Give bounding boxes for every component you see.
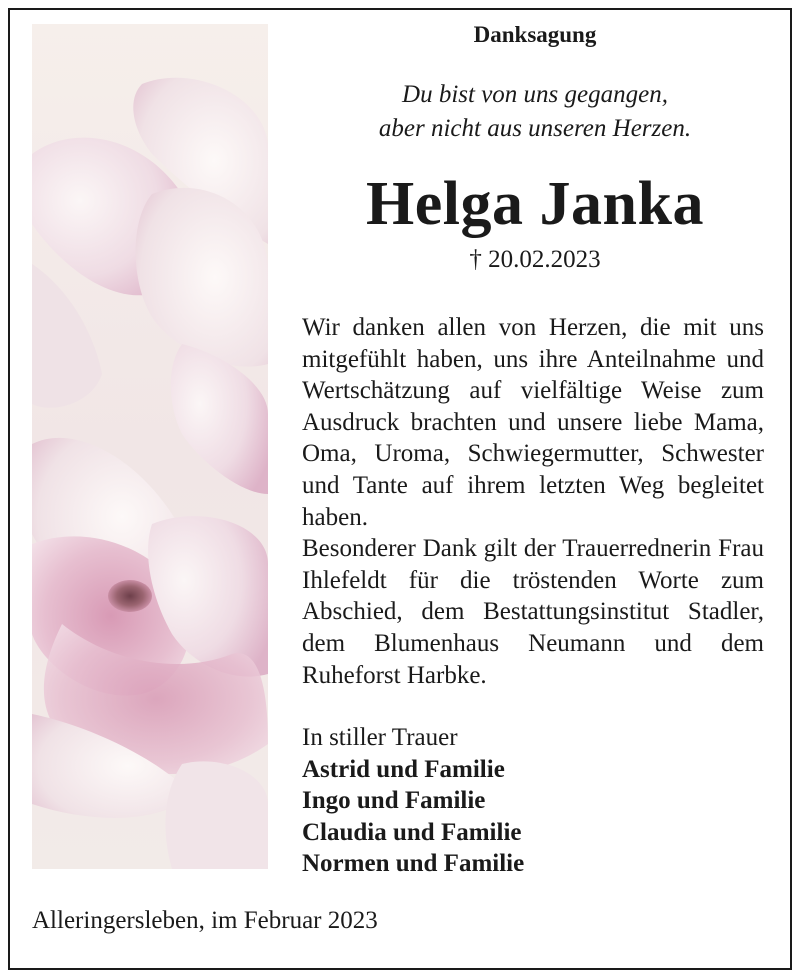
notice-header: Danksagung (473, 22, 597, 47)
place-and-date: Alleringersleben, im Februar 2023 (32, 907, 378, 934)
thanks-paragraph: Besonderer Dank gilt der Trauerrednerin Frau Ihlefeldt für die tröstenden Worte zum Abschied, dem Bestattungsinstitut Stadler, dem Blumenhaus Neumann und dem Ruheforst Harbke. (302, 535, 764, 689)
mourning-intro: In stiller Trauer (302, 724, 458, 751)
magnolia-photo (32, 24, 268, 869)
death-date: † 20.02.2023 (469, 246, 601, 273)
motto-line: Du bist von uns gegangen, (402, 81, 668, 108)
memorial-motto (300, 78, 770, 146)
family-name: Normen und Familie (302, 850, 525, 878)
magnolia-illustration (32, 24, 268, 869)
thanks-paragraph: Wir danken allen von Herzen, die mit uns mitgefühlt haben, uns ihre Anteilnahme und Wertschätzung auf vielfältige Weise zum Ausdruck brachten und unsere liebe Mama, Oma, Uroma, Schwiegermutter, Schwester und Tante auf ihrem letzten Weg begleitet haben. (302, 314, 764, 531)
motto-line: aber nicht aus unseren Herzen. (378, 115, 692, 142)
family-name: Ingo und Familie (302, 787, 486, 815)
thanks-text (302, 312, 764, 691)
family-name: Astrid und Familie (302, 755, 505, 783)
deceased-name: Helga Janka (366, 170, 704, 238)
mourners-signature (302, 722, 524, 880)
family-name: Claudia und Familie (302, 818, 522, 846)
